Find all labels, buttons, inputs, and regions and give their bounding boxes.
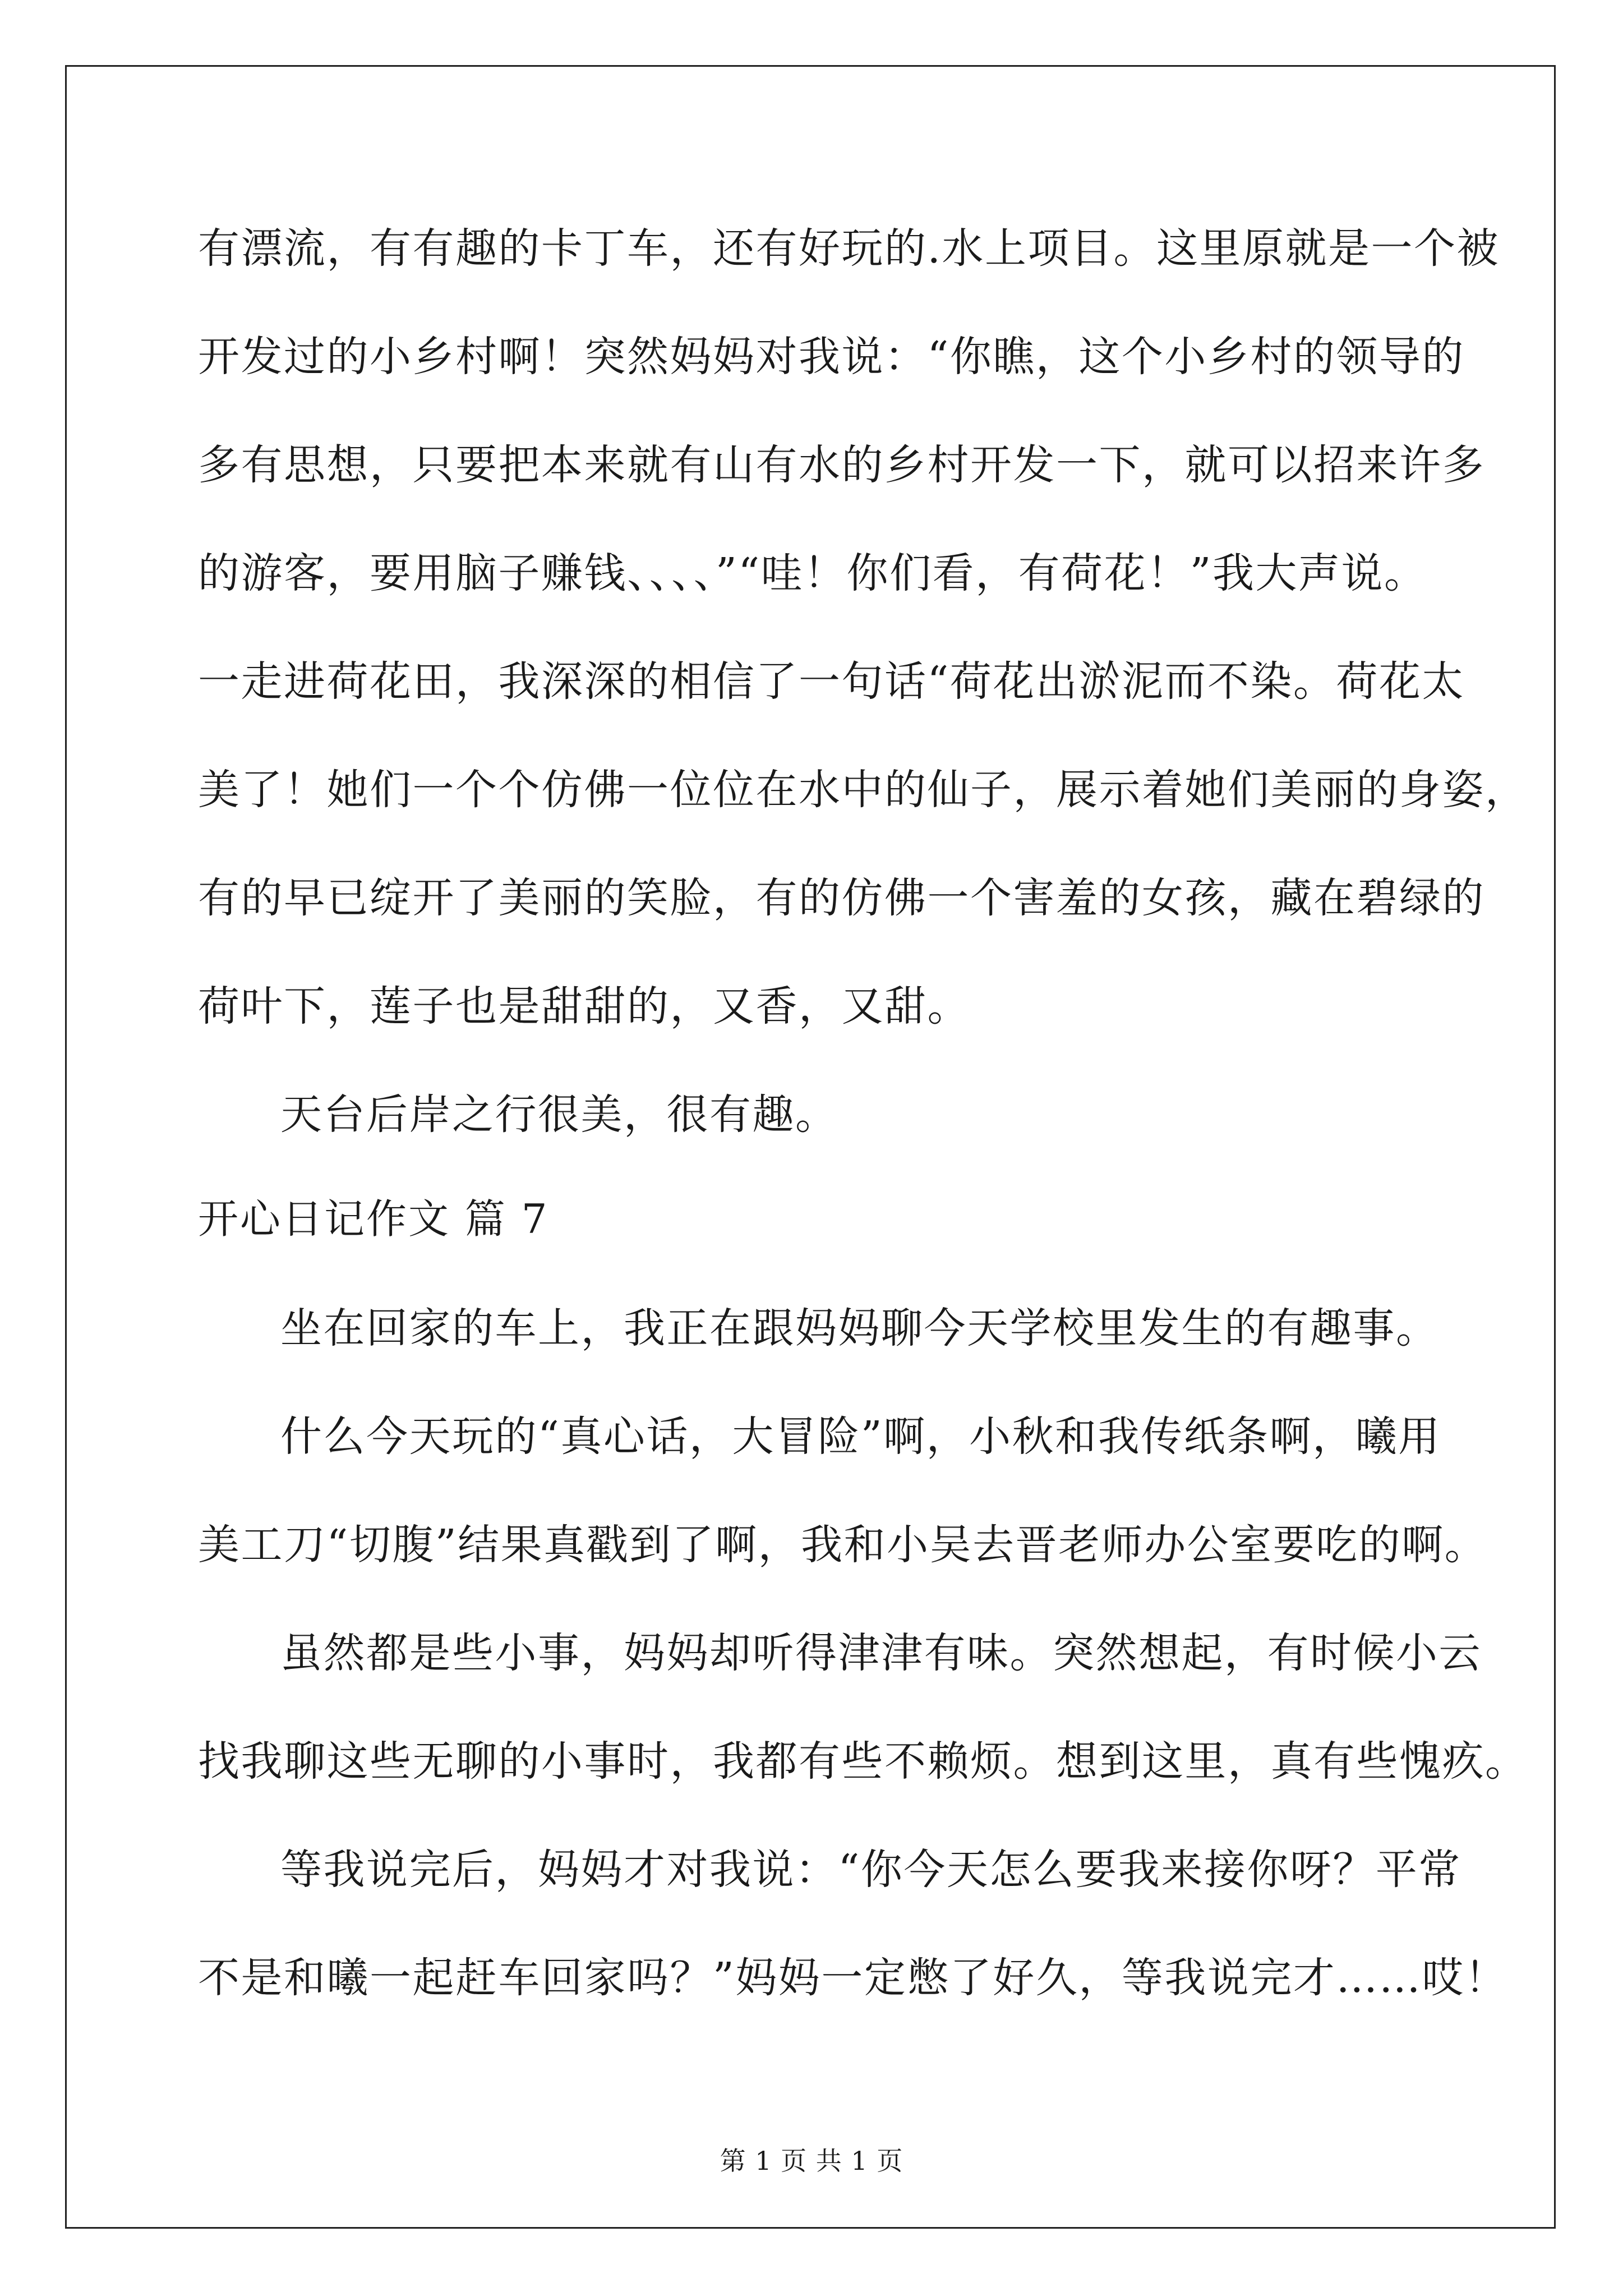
text-line-9: 天台后岸之行很美，很有趣。 [280, 1091, 838, 1139]
text-line-11: 坐在回家的车上，我正在跟妈妈聊今天学校里发生的有趣事。 [280, 1304, 1439, 1352]
text-line-6: 美了！她们一个个仿佛一位位在水中的仙子，展示着她们美丽的身姿， [198, 766, 1528, 814]
text-line-14: 虽然都是些小事，妈妈却听得津津有味。突然想起，有时候小云 [280, 1629, 1482, 1677]
page-footer: 第 1 页 共 1 页 [720, 2146, 903, 2176]
section-heading: 开心日记作文 篇 7 [198, 1195, 549, 1243]
text-line-12: 什么今天玩的“真心话，大冒险”啊，小秋和我传纸条啊，曦用 [280, 1412, 1441, 1461]
text-line-3: 多有思想，只要把本来就有山有水的乡村开发一下，就可以招来许多 [198, 441, 1485, 489]
text-line-4: 的游客，要用脑子赚钱、、、、”“哇！你们看，有荷花！”我大声说。 [198, 549, 1427, 597]
text-line-7: 有的早已绽开了美丽的笑脸，有的仿佛一个害羞的女孩，藏在碧绿的 [198, 874, 1485, 922]
text-line-17: 不是和曦一起赶车回家吗？”妈妈一定憋了好久，等我说完才……哎！ [198, 1954, 1508, 2002]
page-border [65, 65, 1556, 2229]
text-line-1: 有漂流，有有趣的卡丁车，还有好玩的.水上项目。这里原就是一个被 [198, 224, 1500, 273]
text-line-2: 开发过的小乡村啊！突然妈妈对我说：“你瞧，这个小乡村的领导的 [198, 333, 1465, 381]
text-line-5: 一走进荷花田，我深深的相信了一句话“荷花出淤泥而不染。荷花太 [198, 657, 1465, 706]
text-line-15: 找我聊这些无聊的小事时，我都有些不赖烦。想到这里，真有些愧疚。 [198, 1737, 1528, 1786]
text-line-13: 美工刀“切腹”结果真戳到了啊，我和小吴去晋老师办公室要吃的啊。 [198, 1521, 1488, 1569]
text-line-8: 荷叶下，莲子也是甜甜的，又香，又甜。 [198, 982, 970, 1030]
text-line-16: 等我说完后，妈妈才对我说：“你今天怎么要我来接你呀？平常 [280, 1846, 1461, 1894]
